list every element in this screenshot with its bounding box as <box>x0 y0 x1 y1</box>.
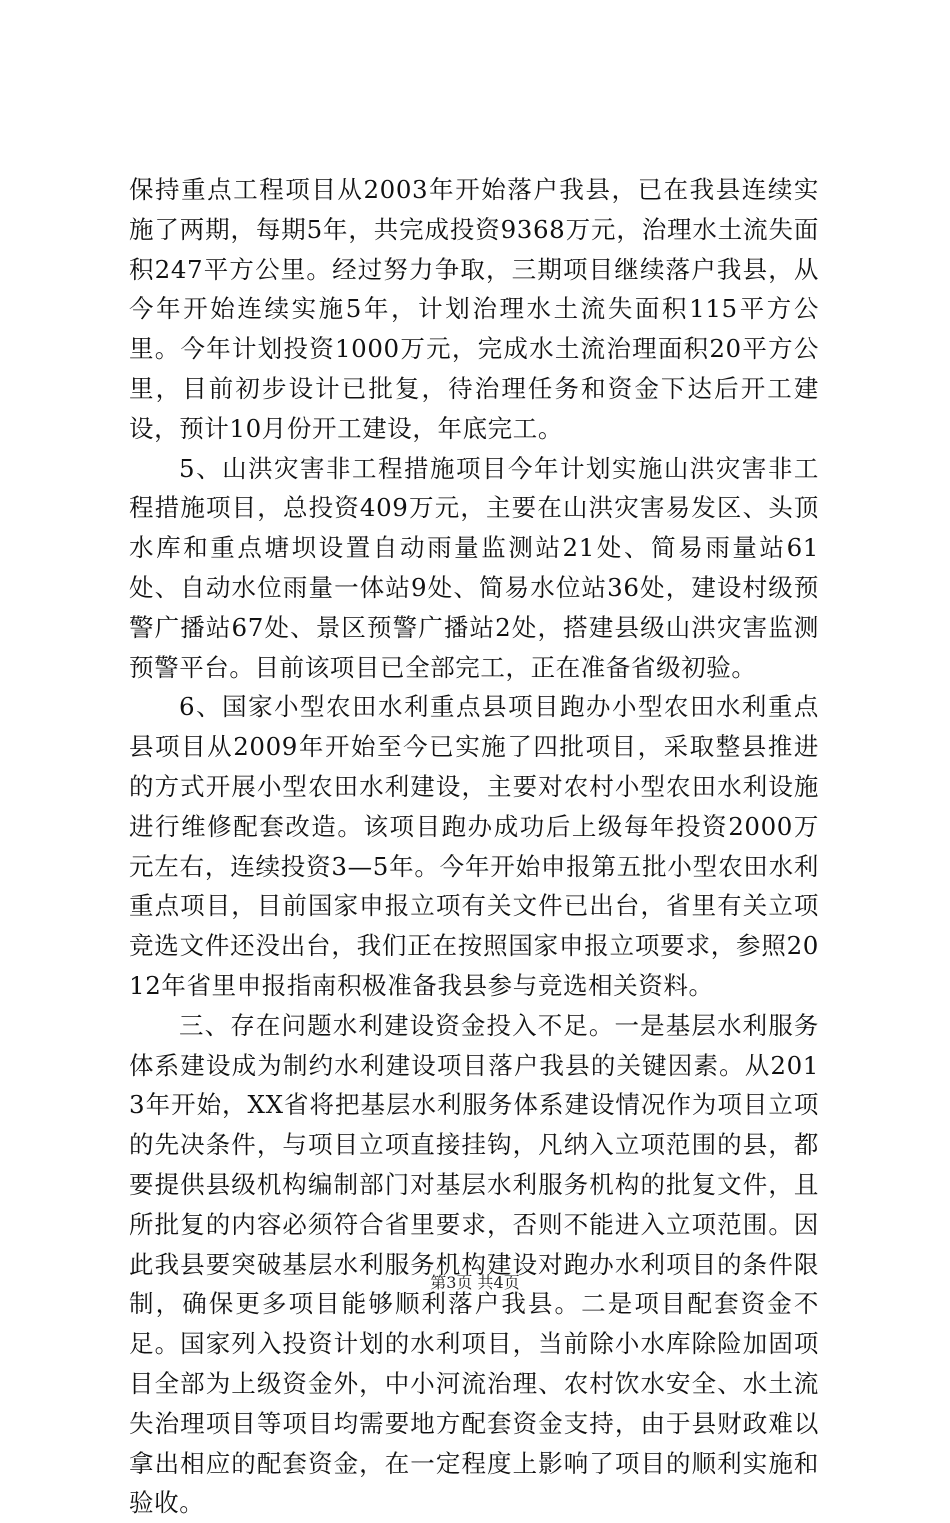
document-body <box>129 170 819 1523</box>
paragraph-4: 三、存在问题水利建设资金投入不足。一是基层水利服务体系建设成为制约水利建设项目落户我县的关键因素。从2013年开始，XX省将把基层水利服务体系建设情况作为项目立项的先决条件，与项目立项直接挂钩，凡纳入立项范围的县，都要提供县级机构编制部门对基层水利服务机构的批复文件，且所批复的内容必须符合省里要求，否则不能进入立项范围。因此我县要突破基层水利服务机构建设对跑办水利项目的条件限制，确保更多项目能够顺利落户我县。二是项目配套资金不足。国家列入投资计划的水利项目，当前除小水库除险加固项目全部为上级资金外，中小河流治理、农村饮水安全、水土流失治理项目等项目均需要地方配套资金支持，由于县财政难以拿出相应的配套资金，在一定程度上影响了项目的顺利实施和验收。 <box>129 1010 819 1518</box>
page-footer: 第3页 共4页 <box>430 1273 520 1292</box>
paragraph-1: 保持重点工程项目从2003年开始落户我县，已在我县连续实施了两期，每期5年，共完成投资9368万元，治理水土流失面积247平方公里。经过努力争取，三期项目继续落户我县，从今年开始连续实施5年，计划治理水土流失面积115平方公里。今年计划投资1000万元，完成水土流治理面积20平方公里，目前初步设计已批复，待治理任务和资金下达后开工建设，预计10月份开工建设，年底完工。 <box>129 175 819 443</box>
paragraph-2: 5、山洪灾害非工程措施项目今年计划实施山洪灾害非工程措施项目，总投资409万元，主要在山洪灾害易发区、头顶水库和重点塘坝设置自动雨量监测站21处、简易雨量站61处、自动水位雨量一体站9处、简易水位站36处，建设村级预警广播站67处、景区预警广播站2处，搭建县级山洪灾害监测预警平台。目前该项目已全部完工，正在准备省级初验。 <box>129 453 819 682</box>
paragraph-3: 6、国家小型农田水利重点县项目跑办小型农田水利重点县项目从2009年开始至今已实施了四批项目，采取整县推进的方式开展小型农田水利建设，主要对农村小型农田水利设施进行维修配套改造。该项目跑办成功后上级每年投资2000万元左右，连续投资3—5年。今年开始申报第五批小型农田水利重点项目，目前国家申报立项有关文件已出台，省里有关立项竞选文件还没出台，我们正在按照国家申报立项要求，参照2012年省里申报指南积极准备我县参与竞选相关资料。 <box>129 692 819 1000</box>
